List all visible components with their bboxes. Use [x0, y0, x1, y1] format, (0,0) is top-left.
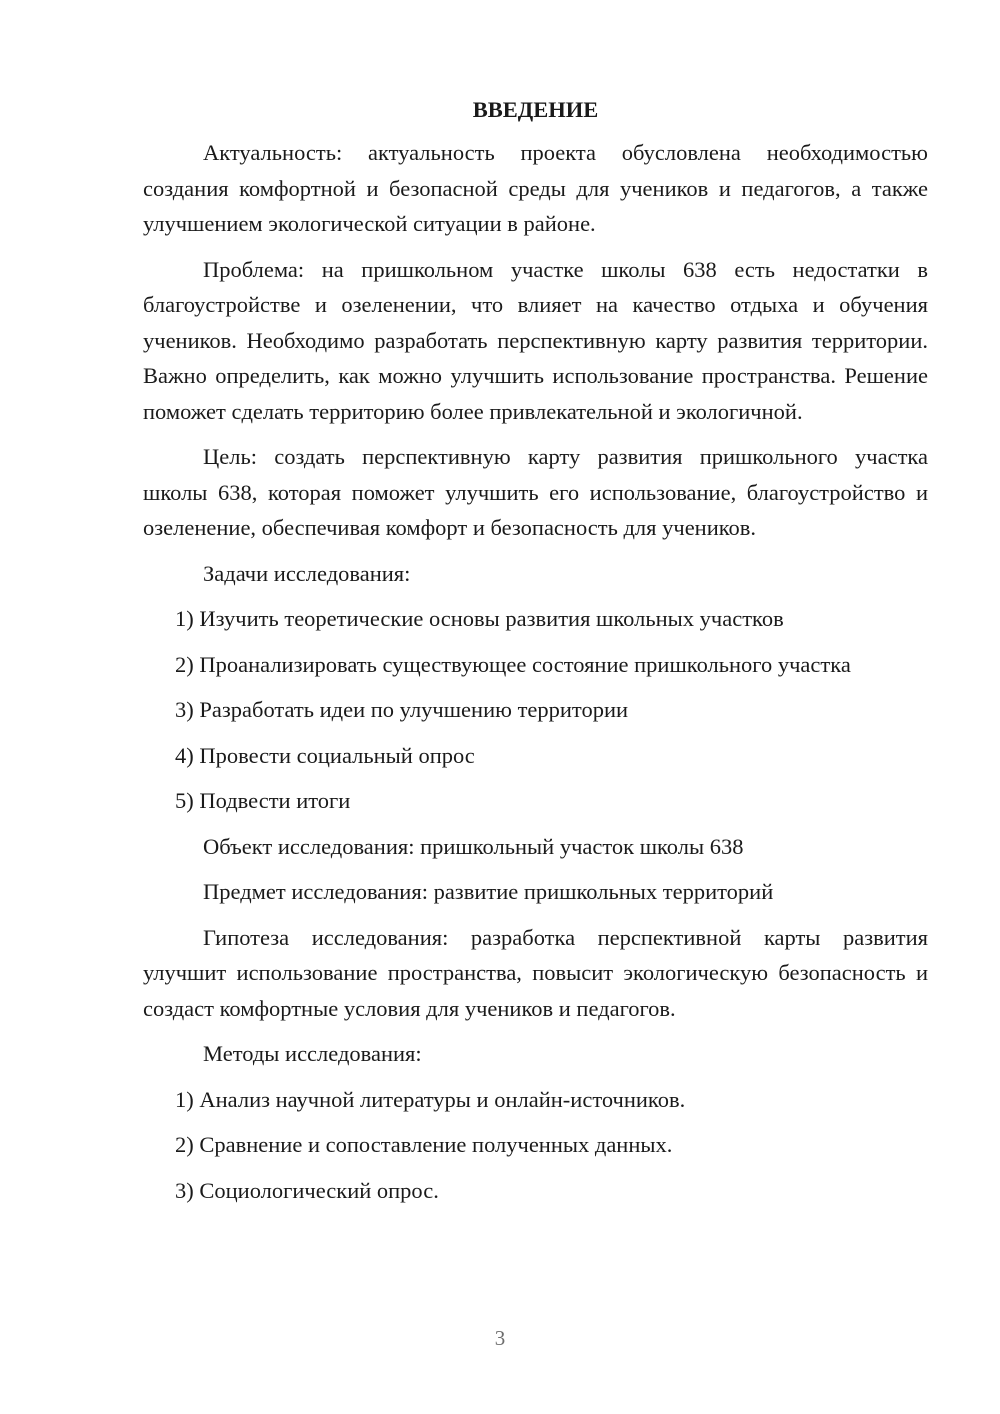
methods-list — [143, 1082, 928, 1209]
list-item: 3) Разработать идеи по улучшению территории — [175, 697, 629, 722]
goal-paragraph: Цель: создать перспективную карту развития пришкольного участка школы 638, которая поможет улучшить его использование, благоустройство и озеленение, обеспечивая комфорт и безопасность для учеников. — [143, 444, 928, 540]
relevance-paragraph: Актуальность: актуальность проекта обусловлена необходимостью создания комфортной и безопасной среды для учеников и педагогов, а также улучшением экологической ситуации в районе. — [143, 140, 928, 236]
list-item: 1) Анализ научной литературы и онлайн-источников. — [175, 1086, 686, 1112]
tasks-title: Задачи исследования: — [203, 560, 411, 586]
page-number: 3 — [494, 1326, 506, 1350]
hypothesis-paragraph: Гипотеза исследования: разработка перспективной карты развития улучшит использование пространства, повысит экологическую безопасность и создаст комфортные условия для учеников и педагогов. — [143, 924, 928, 1021]
list-item: 2) Сравнение и сопоставление полученных данных. — [175, 1132, 673, 1157]
problem-paragraph: Проблема: на пришкольном участке школы 638 есть недостатки в благоустройстве и озеленении, что влияет на качество отдыха и обучения учеников. Необходимо разработать перспективную карту развития территории. Важно определить, как можно улучшить использование пространства. Решение поможет сделать территорию более привлекательной и экологичной. — [143, 256, 928, 424]
list-item: 4) Провести социальный опрос — [175, 742, 475, 768]
document-page — [143, 92, 928, 1218]
object-line: Объект исследования: пришкольный участок школы 638 — [203, 833, 744, 859]
section-heading: ВВЕДЕНИЕ — [472, 97, 599, 122]
tasks-list — [143, 601, 928, 819]
list-item: 5) Подвести итоги — [175, 788, 351, 813]
list-item: 3) Социологический опрос. — [175, 1177, 439, 1203]
list-item: 1) Изучить теоретические основы развития школьных участков — [175, 606, 784, 631]
list-item: 2) Проанализировать существующее состояние пришкольного участка — [175, 651, 851, 677]
methods-title: Методы исследования: — [203, 1041, 422, 1066]
subject-line: Предмет исследования: развитие пришкольных территорий — [203, 879, 774, 904]
